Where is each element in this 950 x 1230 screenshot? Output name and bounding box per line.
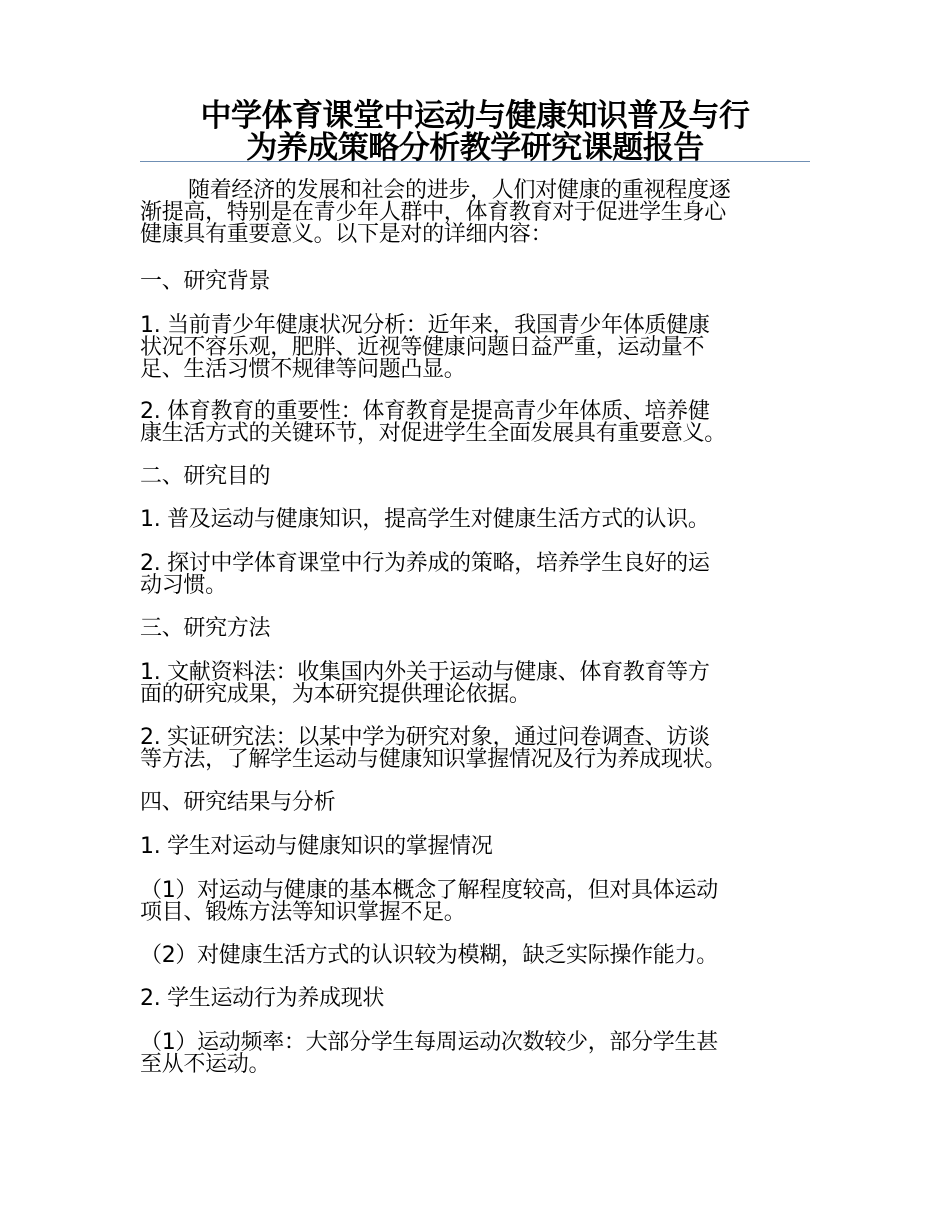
purpose-item-2	[140, 553, 815, 597]
intro-line-2: 渐提高，特别是在青少年人群中，体育教育对于促进学生身心	[140, 200, 726, 225]
background-item-1-line-2: 状况不容乐观，肥胖、近视等健康问题日益严重，运动量不	[140, 335, 705, 360]
results-sub1-point-1	[140, 880, 815, 924]
title-divider	[140, 161, 810, 162]
section-heading-method: 三、研究方法	[140, 616, 271, 641]
method-item-1-line-2: 面的研究成果，为本研究提供理论依据。	[140, 682, 531, 707]
section-heading-background: 一、研究背景	[140, 269, 271, 294]
background-item-2-line-2: 康生活方式的关键环节，对促进学生全面发展具有重要意义。	[140, 421, 726, 446]
background-item-1	[140, 315, 815, 381]
results-sub1-point-1-line-2: 项目、锻炼方法等知识掌握不足。	[140, 900, 466, 925]
results-sub2-point-1	[140, 1032, 815, 1076]
purpose-item-2-line-1: 2. 探讨中学体育课堂中行为养成的策略，培养学生良好的运	[140, 551, 710, 576]
results-subsection-1: 1. 学生对运动与健康知识的掌握情况	[140, 834, 493, 859]
background-item-2-line-1: 2. 体育教育的重要性：体育教育是提高青少年体质、培养健	[140, 399, 710, 424]
title-line-1: 中学体育课堂中运动与健康知识普及与行	[200, 98, 750, 134]
results-sub1-point-1-line-1: （1）对运动与健康的基本概念了解程度较高，但对具体运动	[140, 878, 718, 903]
intro-paragraph	[140, 180, 815, 246]
results-subsection-2: 2. 学生运动行为养成现状	[140, 986, 385, 1011]
method-item-1	[140, 662, 815, 706]
intro-line-3: 健康具有重要意义。以下是对的详细内容：	[140, 222, 553, 247]
method-item-2-line-2: 等方法，了解学生运动与健康知识掌握情况及行为养成现状。	[140, 747, 726, 772]
title-line-2: 为养成策略分析教学研究课题报告	[246, 130, 704, 166]
results-sub2-point-1-line-2: 至从不运动。	[140, 1052, 271, 1077]
background-item-1-line-1: 1. 当前青少年健康状况分析：近年来，我国青少年体质健康	[140, 313, 710, 338]
purpose-item-2-line-2: 动习惯。	[140, 573, 227, 598]
results-sub1-point-2: （2）对健康生活方式的认识较为模糊，缺乏实际操作能力。	[140, 943, 718, 968]
background-item-2	[140, 401, 815, 445]
page-title	[140, 100, 810, 164]
section-heading-results: 四、研究结果与分析	[140, 790, 336, 815]
intro-line-1: 随着经济的发展和社会的进步，人们对健康的重视程度逐	[188, 178, 731, 203]
method-item-2	[140, 727, 815, 771]
method-item-2-line-1: 2. 实证研究法：以某中学为研究对象，通过问卷调查、访谈	[140, 725, 710, 750]
purpose-item-1: 1. 普及运动与健康知识，提高学生对健康生活方式的认识。	[140, 507, 710, 532]
background-item-1-line-3: 足、生活习惯不规律等问题凸显。	[140, 357, 466, 382]
method-item-1-line-1: 1. 文献资料法：收集国内外关于运动与健康、体育教育等方	[140, 660, 710, 685]
section-heading-purpose: 二、研究目的	[140, 464, 271, 489]
results-sub2-point-1-line-1: （1）运动频率：大部分学生每周运动次数较少，部分学生甚	[140, 1030, 718, 1055]
